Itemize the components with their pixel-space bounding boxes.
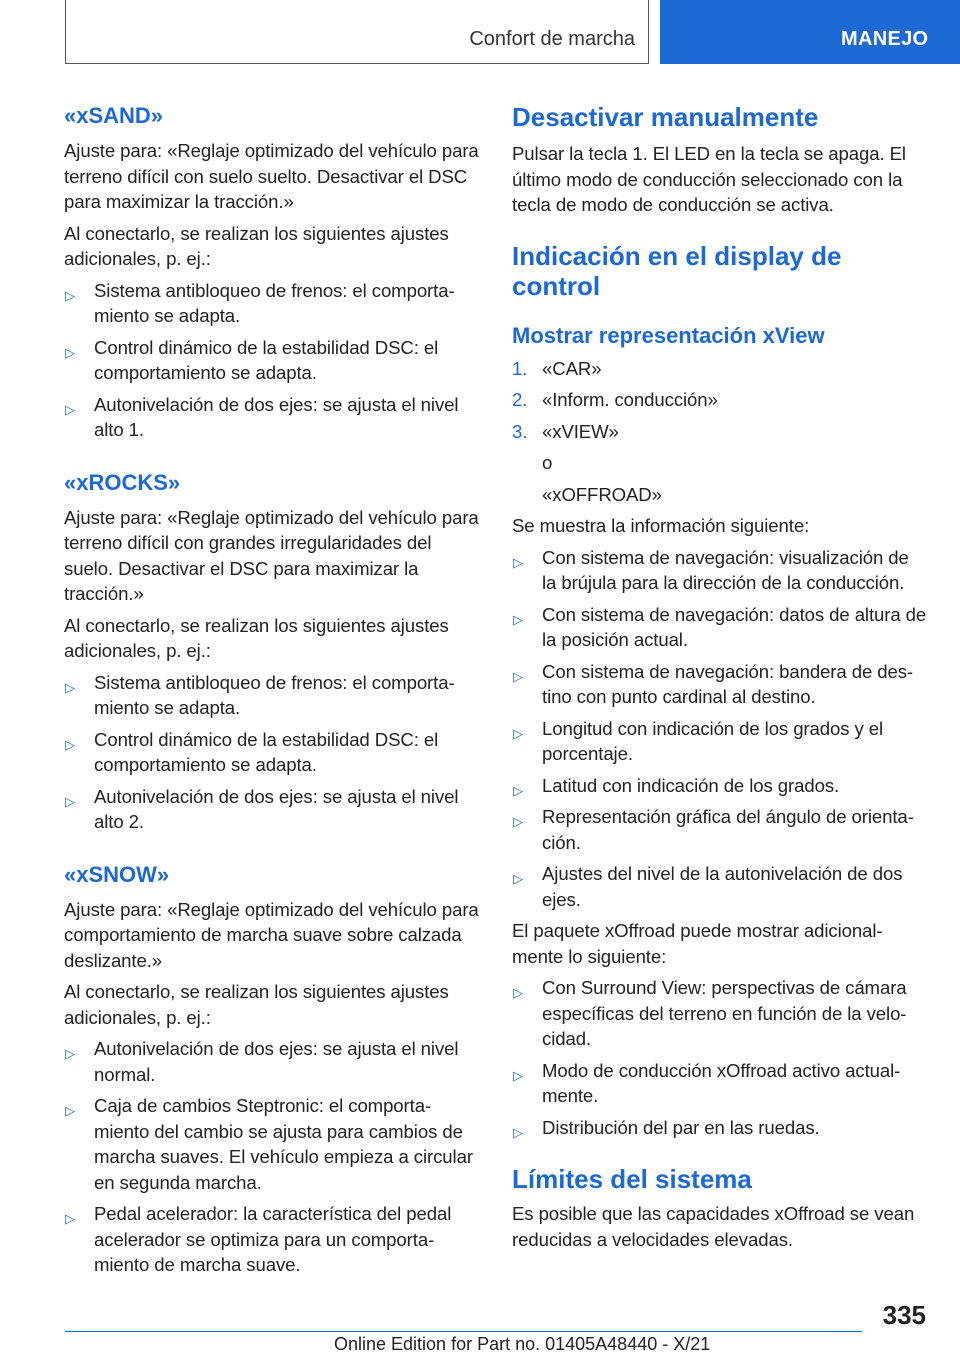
triangle-bullet-icon: ▷ <box>65 344 75 360</box>
info-intro: Se muestra la información siguiente: <box>512 515 810 536</box>
list-item: ▷ Con sistema de navegación: visualización de la brújula para la dirección de la conducción. <box>513 546 909 593</box>
step-alternative: «xOFFROAD» <box>542 483 662 505</box>
xoffroad-package-intro: El paquete xOffroad puede mostrar adicional‐mente lo siguiente: <box>512 920 883 967</box>
info-list <box>512 545 928 913</box>
xrocks-list <box>64 670 480 835</box>
list-item: ▷ Caja de cambios Steptronic: el comporta‐miento del cambio se ajusta para cambios de marcha suaves. El vehículo empieza a circular en segunda marcha. <box>65 1095 473 1193</box>
triangle-bullet-icon: ▷ <box>65 1046 75 1061</box>
xsand-description: Ajuste para: «Reglaje optimizado del vehículo para terreno difícil con suelo suelto. Desactivar el DSC para maximizar la tracción.» <box>64 140 479 212</box>
xsand-heading: «xSAND» <box>64 103 164 128</box>
triangle-bullet-icon: ▷ <box>65 1103 75 1118</box>
system-limits-heading: Límites del sistema <box>512 1164 752 1194</box>
left-column <box>64 102 480 1278</box>
xrocks-description: Ajuste para: «Reglaje optimizado del vehículo para terreno difícil con grandes irregularidades del suelo. Desactivar el DSC para maximizar la tracción.» <box>64 506 479 604</box>
triangle-bullet-icon: ▷ <box>513 814 523 829</box>
triangle-bullet-icon: ▷ <box>513 985 523 1000</box>
system-limits-text: Es posible que las capacidades xOffroad se vean reducidas a velocidades elevadas. <box>512 1203 915 1250</box>
list-item: ▷ Control dinámico de la estabilidad DSC: el comportamiento se adapta. <box>65 728 439 775</box>
xview-subheading: Mostrar representación xView <box>512 322 825 348</box>
triangle-bullet-icon: ▷ <box>513 668 523 684</box>
triangle-bullet-icon: ▷ <box>513 554 523 570</box>
right-column <box>512 102 928 1252</box>
xsand-intro: Al conectarlo, se realizan los siguientes ajustes adicionales, p. ej.: <box>64 222 449 269</box>
list-item: ▷ Modo de conducción xOffroad activo actual‐mente. <box>513 1059 901 1106</box>
xsnow-heading: «xSNOW» <box>64 861 170 887</box>
step-item: 3. «xVIEW» <box>512 420 619 442</box>
manual-deactivate-heading: Desactivar manualmente <box>512 102 819 132</box>
list-item: ▷ Con sistema de navegación: bandera de des‐tino con punto cardinal al destino. <box>513 660 914 707</box>
list-item: ▷ Latitud con indicación de los grados. <box>512 773 928 799</box>
triangle-bullet-icon: ▷ <box>513 1124 523 1140</box>
footer-divider <box>65 1331 862 1332</box>
triangle-bullet-icon: ▷ <box>513 611 523 627</box>
triangle-bullet-icon: ▷ <box>65 1211 75 1226</box>
footer-edition-text: Online Edition for Part no. 01405A48440 - X/21 <box>334 1334 711 1354</box>
triangle-bullet-icon: ▷ <box>65 679 75 695</box>
xsand-list <box>64 278 480 443</box>
list-item: ▷ Sistema antibloqueo de frenos: el comporta‐miento se adapta. <box>65 671 455 718</box>
list-item: ▷ Sistema antibloqueo de frenos: el comporta‐miento se adapta. <box>65 279 455 326</box>
xsnow-list <box>64 1036 480 1278</box>
triangle-bullet-icon: ▷ <box>513 725 523 741</box>
xrocks-intro: Al conectarlo, se realizan los siguientes ajustes adicionales, p. ej.: <box>64 614 449 661</box>
list-item: ▷ Distribución del par en las ruedas. <box>512 1115 928 1141</box>
step-item: 1. «CAR» <box>512 357 602 379</box>
triangle-bullet-icon: ▷ <box>65 401 75 417</box>
list-item: ▷ Control dinámico de la estabilidad DSC: el comportamiento se adapta. <box>65 336 439 383</box>
manual-deactivate-text: Pulsar la tecla 1. El LED en la tecla se apaga. El último modo de conducción seleccionado con la tecla de modo de conducción se activa. <box>512 143 906 215</box>
list-item: ▷ Ajustes del nivel de la autonivelación de dos ejes. <box>513 863 903 910</box>
xrocks-heading: «xROCKS» <box>64 469 181 495</box>
page-number: 335 <box>882 1300 926 1330</box>
step-or: o <box>542 452 553 473</box>
xoffroad-package-list <box>512 975 928 1140</box>
triangle-bullet-icon: ▷ <box>65 736 75 752</box>
xsnow-intro: Al conectarlo, se realizan los siguientes ajustes adicionales, p. ej.: <box>64 981 449 1028</box>
triangle-bullet-icon: ▷ <box>65 793 75 809</box>
header-chapter-tab[interactable]: MANEJO <box>660 0 960 64</box>
list-item: ▷ Autonivelación de dos ejes: se ajusta el nivel alto 2. <box>65 785 459 832</box>
list-item: ▷ Longitud con indicación de los grados y el porcentaje. <box>513 717 884 764</box>
triangle-bullet-icon: ▷ <box>513 782 523 798</box>
header-section-title: Confort de marcha <box>469 28 635 50</box>
list-item: ▷ Con sistema de navegación: datos de altura de la posición actual. <box>513 603 927 650</box>
xsnow-description: Ajuste para: «Reglaje optimizado del vehículo para comportamiento de marcha suave sobre calzada deslizante.» <box>64 898 479 971</box>
list-item: ▷ Con Surround View: perspectivas de cámara específicas del terreno en función de la velo‐cidad. <box>513 977 907 1049</box>
step-item: 2. «Inform. conducción» <box>512 389 718 410</box>
triangle-bullet-icon: ▷ <box>513 871 523 886</box>
xview-steps <box>512 356 928 445</box>
display-heading: Indicación en el display de control <box>512 240 842 301</box>
list-item: ▷ Autonivelación de dos ejes: se ajusta el nivel alto 1. <box>65 393 459 440</box>
triangle-bullet-icon: ▷ <box>513 1067 523 1083</box>
list-item: ▷ Pedal acelerador: la característica del pedal acelerador se optimiza para un comporta‐miento de marcha suave. <box>65 1203 452 1275</box>
list-item: ▷ Representación gráfica del ángulo de orienta‐ción. <box>513 806 914 853</box>
triangle-bullet-icon: ▷ <box>65 287 75 303</box>
list-item: ▷ Autonivelación de dos ejes: se ajusta el nivel normal. <box>65 1038 459 1085</box>
